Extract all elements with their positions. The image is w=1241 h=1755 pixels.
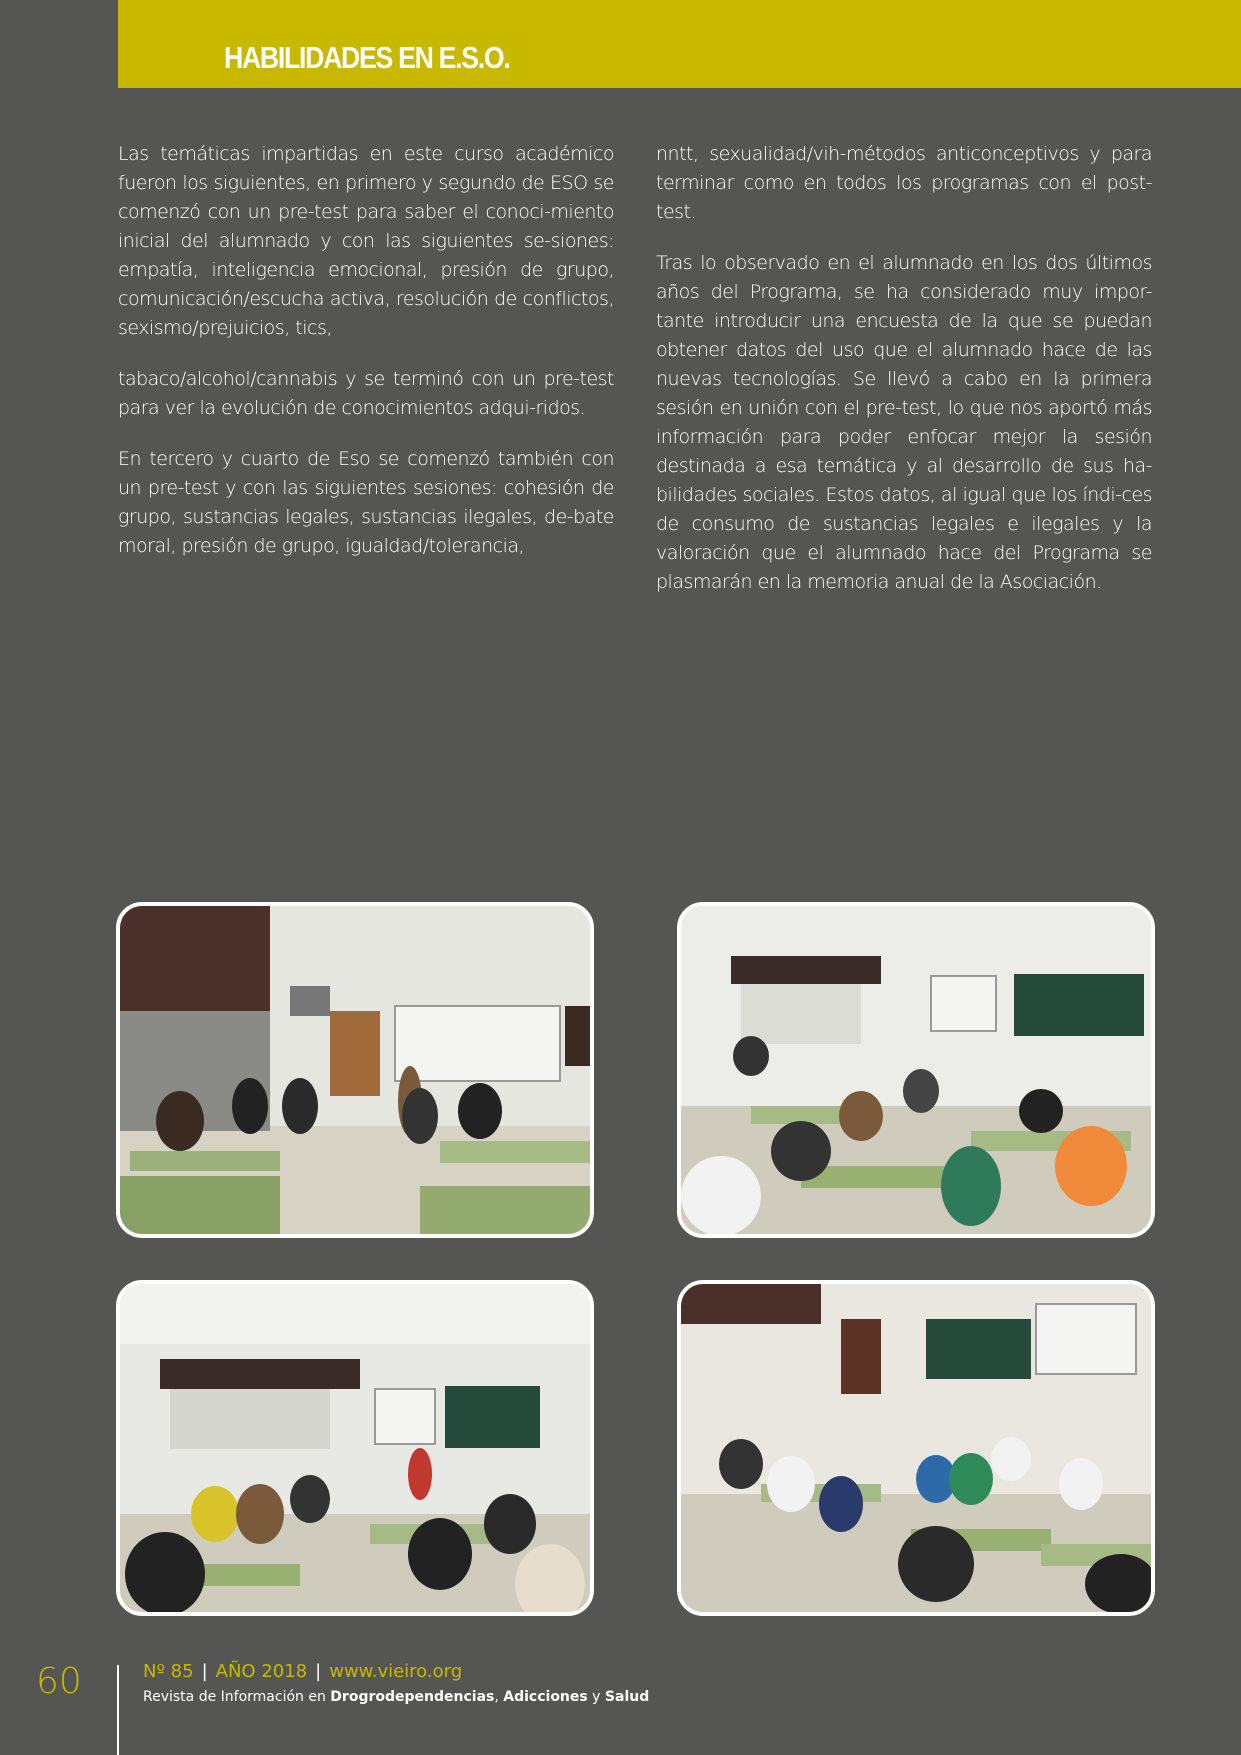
- section-title: HABILIDADES EN E.S.O.: [224, 40, 510, 75]
- classroom-photo-1: [116, 902, 594, 1238]
- separator: |: [201, 1661, 208, 1682]
- year: AÑO 2018: [215, 1661, 308, 1682]
- subtitle-term: Adicciones: [503, 1689, 588, 1705]
- subtitle-text: Revista de Información en: [143, 1689, 331, 1705]
- classroom-photo-3: [116, 1280, 594, 1616]
- subtitle-text: ,: [494, 1689, 504, 1705]
- paragraph: En tercero y cuarto de Eso se comenzó también con un pre-test y con las siguientes sesiones: cohesión de grupo, sustancias legales, sustancias ilegales, de-bate moral, presión de grupo, igualdad/tolerancia,: [118, 448, 614, 557]
- paragraph: tabaco/alcohol/cannabis y se terminó con un pre-test para ver la evolución de conocimientos adqui-ridos.: [118, 368, 614, 419]
- paragraph: Tras lo observado en el alumnado en los dos últimos años del Programa, se ha considerado muy impor-tante introducir una encuesta de la que se puedan obtener datos del uso que el alumnado hace de las nuevas tecnologías. Se llevó a cabo en la primera sesión en unión con el pre-test, lo que nos aportó más información para poder enfocar mejor la sesión destinada a esa temática y al desarrollo de sus ha-bilidades sociales. Estos datos, al igual que los índi-ces de consumo de sustancias legales e ilegales y la valoración que el alumnado hace del Programa se plasmarán en la memoria anual de la Asociación.: [656, 252, 1152, 593]
- classroom-photo-4: [677, 1280, 1155, 1616]
- separator: |: [315, 1661, 322, 1682]
- issue-number: Nº 85: [143, 1661, 194, 1682]
- paragraph: Las temáticas impartidas en este curso académico fueron los siguientes, en primero y segundo de ESO se comenzó con un pre-test para saber el conoci-miento inicial del alumnado y con las siguientes se-siones: empatía, inteligencia emocional, presión de grupo, comunicación/escucha activa, resolución de conflictos, sexismo/prejuicios, tics,: [118, 143, 614, 339]
- paragraph: nntt, sexualidad/vih-métodos anticonceptivos y para terminar como en todos los programas con el post-test.: [656, 143, 1152, 223]
- footer-subtitle: [143, 1689, 649, 1705]
- page-number: 60: [36, 1661, 82, 1702]
- header-band: [118, 0, 1241, 88]
- subtitle-term: Drogrodependencias: [330, 1689, 495, 1705]
- footer-publication-info: [143, 1661, 462, 1682]
- subtitle-text: y: [587, 1689, 605, 1705]
- right-column: [656, 140, 1152, 619]
- classroom-photo-2: [677, 902, 1155, 1238]
- footer-divider: [117, 1665, 119, 1755]
- left-column: [118, 140, 614, 583]
- website-link[interactable]: www.vieiro.org: [329, 1661, 463, 1682]
- subtitle-term: Salud: [604, 1689, 650, 1705]
